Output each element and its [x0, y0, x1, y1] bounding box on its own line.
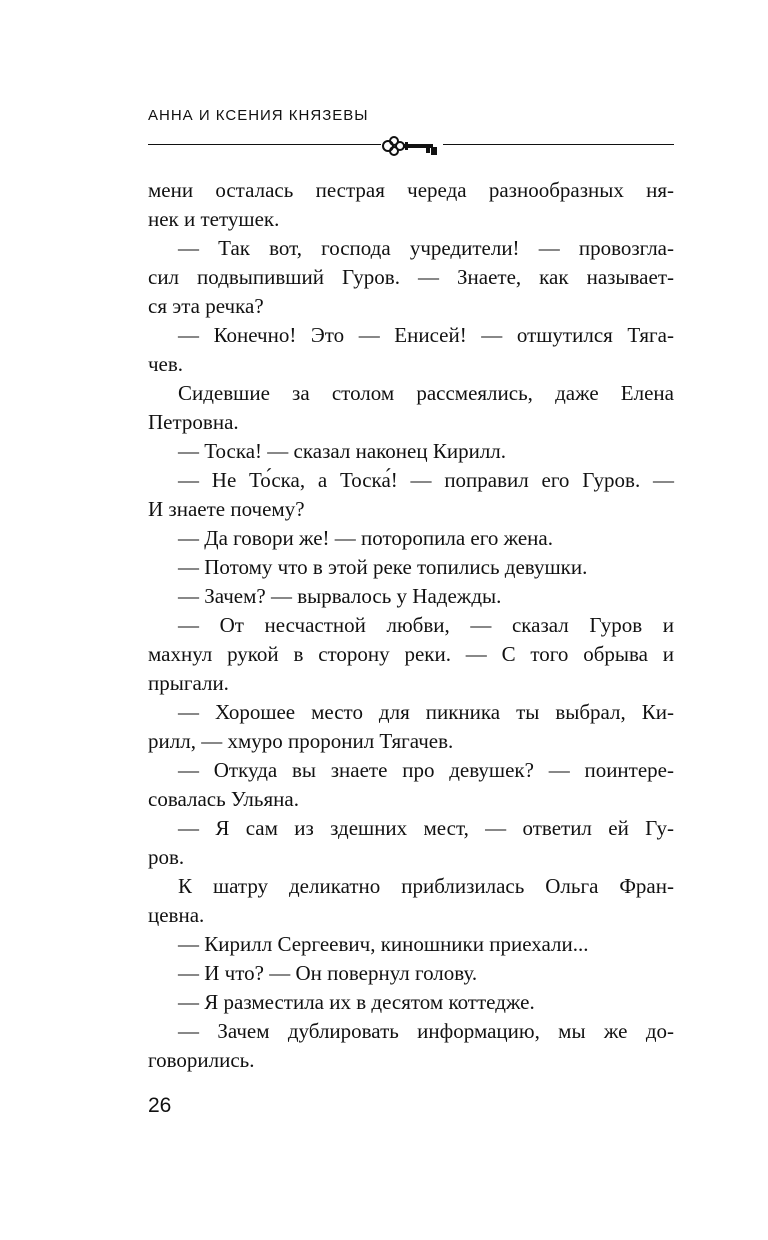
text-line: ся эта речка? [148, 294, 264, 318]
text-line: прыгали. [148, 671, 229, 695]
text-line: нек и тетушек. [148, 207, 280, 231]
text-line: — Потому что в этой реке топились девушки. [178, 555, 588, 579]
text-line: сил подвыпивший Гуров. — Знаете, как называет- [148, 265, 674, 289]
text-line: — Не То́ска, а Тоска́! — поправил его Гуров. — [178, 468, 674, 492]
text-line: — И что? — Он повернул голову. [178, 961, 478, 985]
text-line: — От несчастной любви, — сказал Гуров и [178, 613, 674, 637]
text-line: — Конечно! Это — Енисей! — отшутился Тяга- [178, 323, 674, 347]
text-line: — Кирилл Сергеевич, киношники приехали... [178, 932, 589, 956]
text-line: совалась Ульяна. [148, 787, 299, 811]
text-line: И знаете почему? [148, 497, 305, 521]
text-line: махнул рукой в сторону реки. — С того обрыва и [148, 642, 674, 666]
text-line: К шатру деликатно приблизилась Ольга Фран- [178, 874, 674, 898]
text-line: — Зачем? — вырвалось у Надежды. [178, 584, 502, 608]
text-line: — Я разместила их в десятом коттедже. [178, 990, 535, 1014]
text-line: цевна. [148, 903, 205, 927]
text-line: — Откуда вы знаете про девушек? — поинтере- [178, 758, 674, 782]
text-line: говорились. [148, 1048, 255, 1072]
text-line: — Я сам из здешних мест, — ответил ей Гу- [178, 816, 674, 840]
text-line: Сидевшие за столом рассмеялись, даже Елена [178, 381, 674, 405]
text-line: — Так вот, господа учредители! — провозгла- [178, 236, 674, 260]
body-text [148, 176, 674, 1075]
page-number: 26 [148, 1094, 172, 1117]
text-line: мени осталась пестрая череда разнообразных ня- [148, 178, 674, 202]
text-line: — Да говори же! — поторопила его жена. [178, 526, 553, 550]
key-icon [381, 135, 443, 157]
text-line: — Хорошее место для пикника ты выбрал, Ки- [178, 700, 674, 724]
running-header-title: АННА И КСЕНИЯ КНЯЗЕВЫ [148, 107, 369, 124]
text-line: — Зачем дублировать информацию, мы же до- [178, 1019, 674, 1043]
text-line: рилл, — хмуро проронил Тягачев. [148, 729, 454, 753]
text-line: — Тоска! — сказал наконец Кирилл. [178, 439, 507, 463]
text-line: чев. [148, 352, 184, 376]
text-line: ров. [148, 845, 185, 869]
text-line: Петровна. [148, 410, 239, 434]
